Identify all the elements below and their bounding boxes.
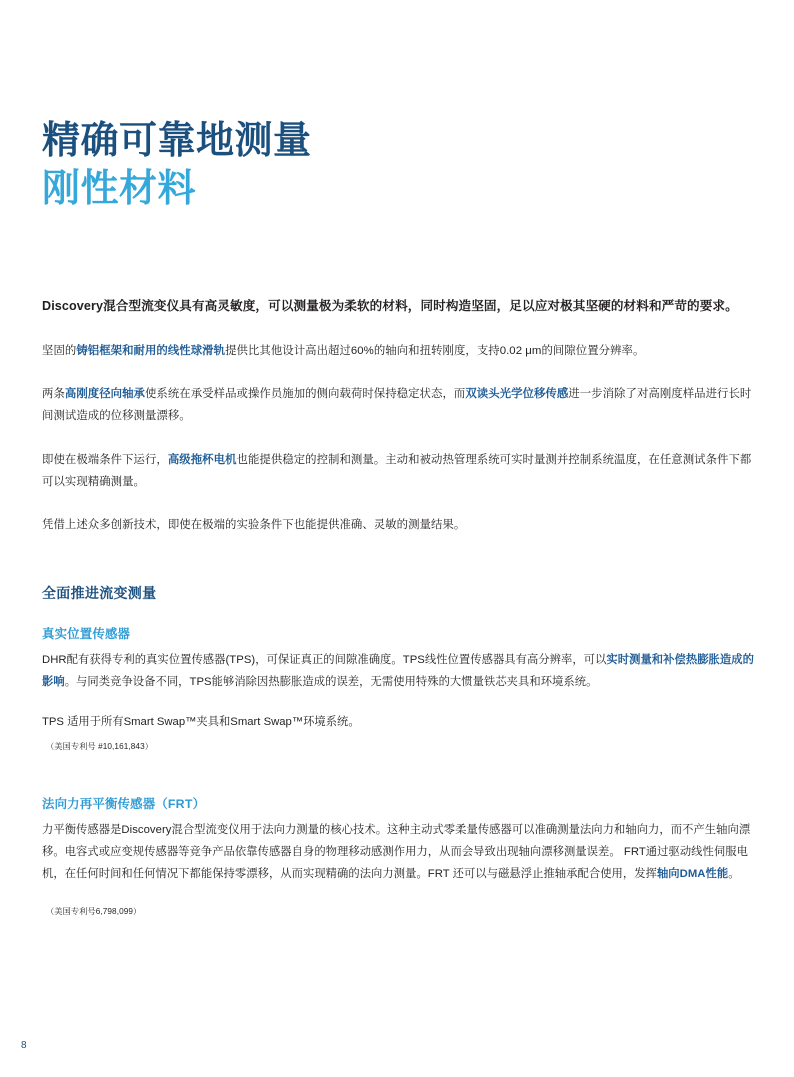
run-text: 使系统在承受样品或操作员施加的侧向载荷时保持稳定状态，而 [144,388,466,401]
section-heading: 全面推进流变测量 [42,585,157,602]
paragraph-summary [42,493,754,536]
hero-title-line-2: 刚性材料 [42,167,197,210]
run-highlight: 铸铝框架和耐用的线性球滑轨 [76,344,226,357]
patent-number-tps: （美国专利号 #10,161,843） [46,742,154,752]
run-highlight: 高刚度径向轴承 [64,388,145,401]
run-text: 。 [728,867,740,880]
run-text: 凭借上述众多创新技术，即使在极端的实验条件下也能提供准确、灵敏的测量结果。 [42,519,466,532]
run-text: 也能提供稳定的控制和测量。主动和被动热管理系统可实时量测并控制系统温度，在任意测试条件下都可以实现精确测量。 [42,453,752,488]
run-highlight: 高级拖杯电机 [167,453,237,466]
run-text: 两条 [42,388,65,401]
run-highlight: 实时测量和补偿热膨胀造成的影响 [42,654,754,689]
paragraph-drag-cup-motor [42,428,754,493]
paragraph-frame-rails [42,319,754,362]
paragraph-radial-bearings [42,362,754,427]
subsection-note-tps: TPS 适用于所有Smart Swap™夹具和Smart Swap™环境系统。 [42,715,360,728]
run-text: 力平衡传感器是Discovery混合型流变仪用于法向力测量的核心技术。这种主动式零柔量传感器可以准确测量法向力和轴向力，而不产生轴向漂移。电容式或应变规传感器等竞争产品依靠传感器自身的物理移动感测作用力，从而会导致出现轴向漂移测量误差。 FRT通过驱动线性伺服电机，在任何时间和任何情况下都能保持零漂移，从而实现精确的法向力测量。FRT 还可以与磁悬浮止推轴承配合使用，发挥 [42,824,751,880]
page-content [42,0,754,918]
page-number: 8 [21,1040,27,1051]
patent-number-frt: （美国专利号6,798,099） [46,907,142,917]
run-text: 。与同类竞争设备不同，TPS能够消除因热膨胀造成的误差，无需使用特殊的大惯量铁芯夹具和环境系统。 [64,676,598,689]
run-text: 进一步消除了对高刚度样品进行长时间测试造成的位移测量漂移。 [42,388,752,423]
subsection-body-frt [42,812,754,885]
hero-title [42,0,754,214]
run-highlight: 轴向DMA性能 [656,867,729,880]
run-text: 提供比其他设计高出超过60%的轴向和扭转刚度，支持0.02 μm的间隙位置分辨率。 [225,344,645,357]
run-text: DHR配有获得专利的真实位置传感器(TPS)，可保证真正的间隙准确度。TPS线性位置传感器具有高分辨率，可以 [42,654,607,667]
subsection-heading-tps: 真实位置传感器 [42,627,131,642]
subsection-heading-frt: 法向力再平衡传感器（FRT） [42,797,206,812]
spacer [42,753,754,773]
subsection-body-tps [42,642,754,693]
run-text: 坚固的 [42,344,77,357]
run-text: 即使在极端条件下运行， [42,453,168,466]
hero-title-line-1: 精确可靠地测量 [42,120,312,162]
lead-paragraph: Discovery混合型流变仪具有高灵敏度，可以测量极为柔软的材料，同时构造坚固，足以应对极其坚硬的材料和严苛的要求。 [42,298,738,313]
run-highlight: 双读头光学位移传感 [465,388,569,401]
